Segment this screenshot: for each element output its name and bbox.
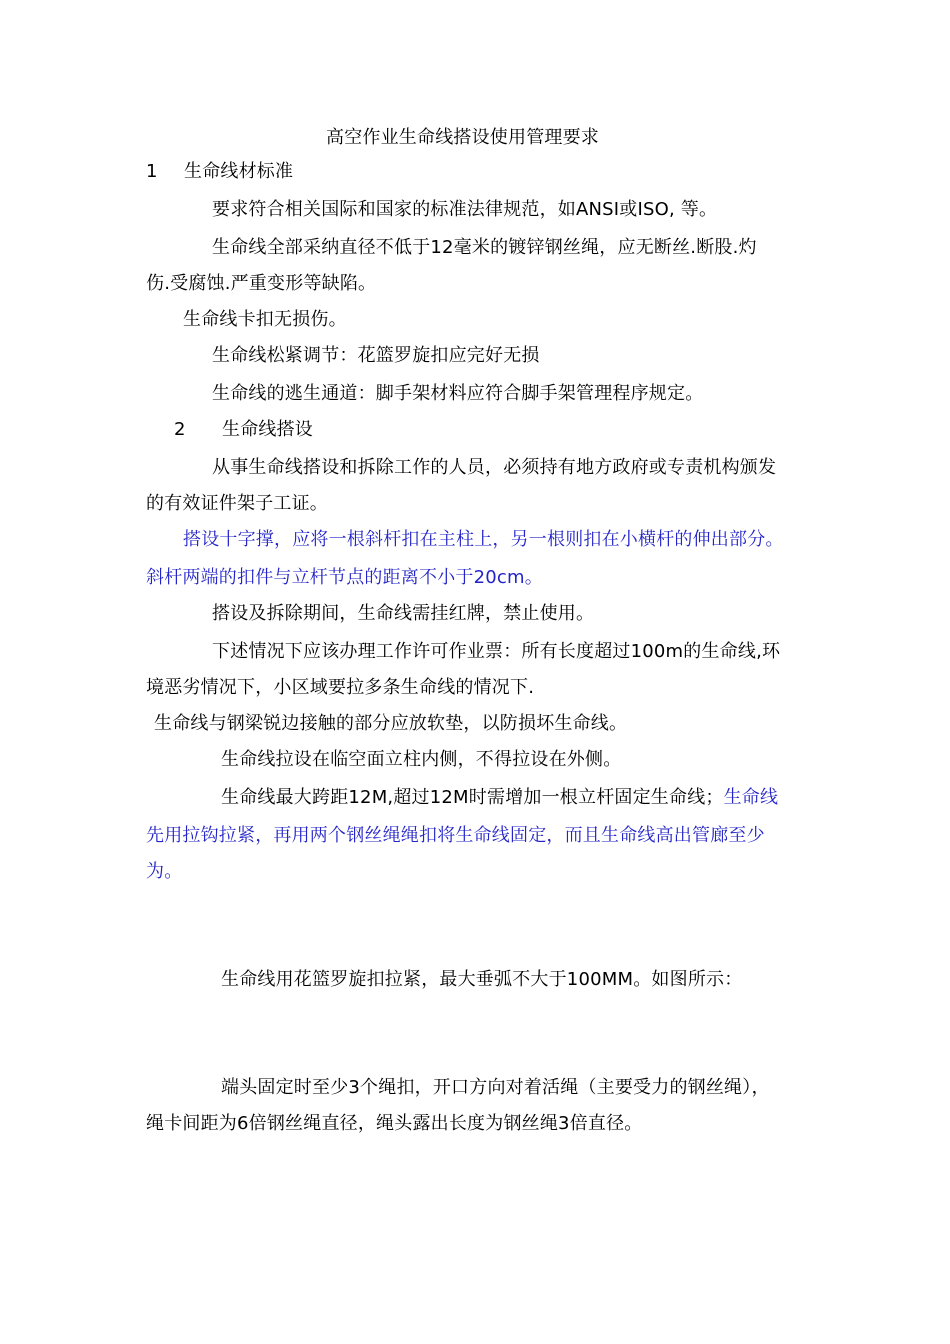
section-2-heading (174, 418, 313, 442)
section-2-paragraph-3: 搭设及拆除期间，生命线需挂红牌，禁止使用。 (212, 603, 595, 624)
section-1-paragraph-1: 要求符合相关国际和国家的标准法律规范，如ANSI或ISO, 等。 (212, 199, 718, 220)
section-2-paragraph-2-line-2: 斜杆两端的扣件与立杆节点的距离不小于20cm。 (146, 567, 543, 588)
section-1-paragraph-5: 生命线的逃生通道：脚手架材料应符合脚手架管理程序规定。 (212, 383, 704, 404)
section-2-paragraph-4-line-1: 下述情况下应该办理工作许可作业票：所有长度超过100m的生命线,环 (212, 641, 781, 662)
section-2-paragraph-2-line-1: 搭设十字撑，应将一根斜杆扣在主柱上，另一根则扣在小横杆的伸出部分。 (183, 529, 784, 550)
section-1-heading-text: 生命线材标准 (184, 161, 294, 182)
section-2-paragraph-7-line-1-text: 生命线最大跨距12M,超过12M时需增加一根立杆固定生命线； (221, 787, 724, 808)
section-1-number: 1 (146, 161, 158, 182)
section-2-paragraph-7-line-2: 先用拉钩拉紧，再用两个钢丝绳绳扣将生命线固定，而且生命线高出管廊至少 (146, 825, 765, 846)
section-1-paragraph-2-line-2: 伤.受腐蚀.严重变形等缺陷。 (146, 273, 377, 294)
section-2-paragraph-8: 生命线用花篮罗旋扣拉紧，最大垂弧不大于100MM。如图所示： (221, 969, 743, 990)
section-2-paragraph-6: 生命线拉设在临空面立柱内侧，不得拉设在外侧。 (221, 749, 622, 770)
section-2-heading-text: 生命线搭设 (222, 419, 313, 440)
document-title: 高空作业生命线搭设使用管理要求 (326, 127, 599, 148)
section-1-paragraph-2-line-1: 生命线全部采纳直径不低于12毫米的镀锌钢丝绳，应无断丝.断股.灼 (212, 237, 757, 258)
section-2-paragraph-7-line-3: 为。 (146, 861, 183, 882)
section-2-number: 2 (174, 419, 186, 440)
section-2-paragraph-9-line-1: 端头固定时至少3个绳扣，开口方向对着活绳（主要受力的钢丝绳）， (221, 1077, 770, 1098)
section-2-paragraph-9-line-2: 绳卡间距为6倍钢丝绳直径，绳头露出长度为钢丝绳3倍直径。 (146, 1113, 643, 1134)
section-2-paragraph-1-line-2: 的有效证件架子工证。 (146, 493, 328, 514)
section-1-paragraph-3: 生命线卡扣无损伤。 (183, 309, 347, 330)
section-2-paragraph-5: 生命线与钢梁锐边接触的部分应放软垫，以防损坏生命线。 (154, 713, 628, 734)
section-1-paragraph-4: 生命线松紧调节：花篮罗旋扣应完好无损 (212, 345, 540, 366)
section-2-paragraph-1-line-1: 从事生命线搭设和拆除工作的人员，必须持有地方政府或专责机构颁发 (212, 457, 777, 478)
section-2-paragraph-4-line-2: 境恶劣情况下，小区域要拉多条生命线的情况下. (146, 677, 535, 698)
section-2-paragraph-7-line-1-highlight: 生命线 (723, 787, 779, 808)
section-1-heading (146, 160, 293, 184)
section-2-paragraph-7-line-1 (221, 786, 778, 810)
